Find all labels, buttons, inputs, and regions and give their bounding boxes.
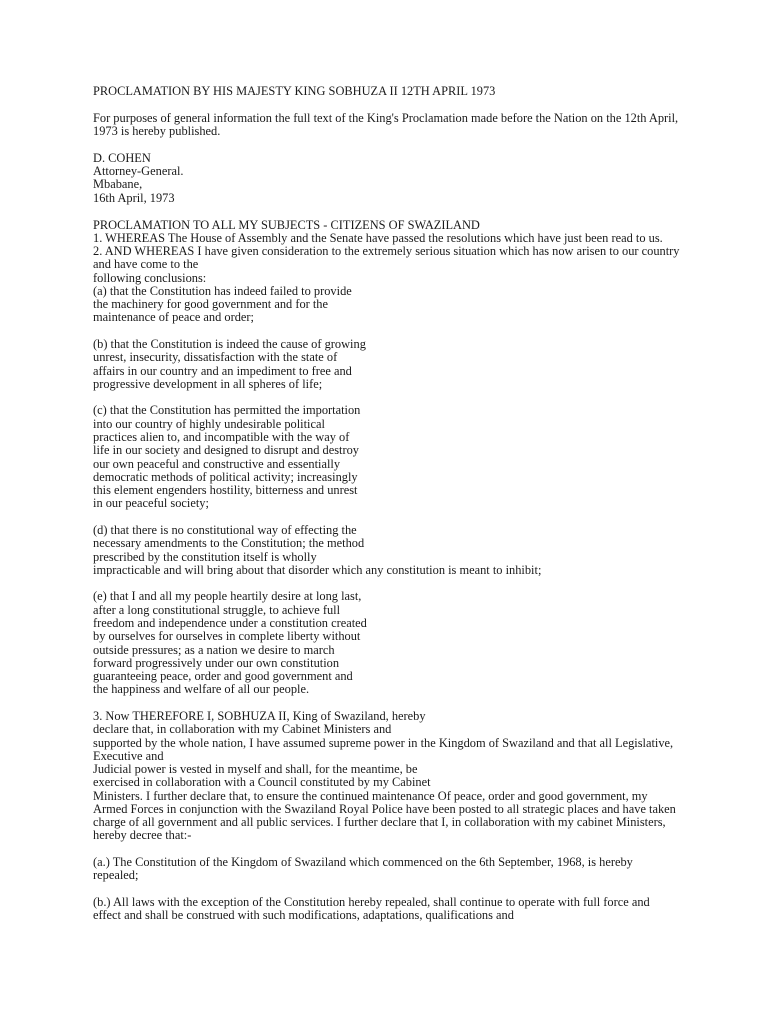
conclusion-a: (a) that the Constitution has indeed failed to provide: [93, 284, 352, 298]
conclusion-e: after a long constitutional struggle, to achieve full: [93, 603, 341, 617]
decree-b: effect and shall be construed with such modifications, adaptations, qualifications and: [93, 908, 514, 922]
conclusion-d: prescribed by the constitution itself is wholly: [93, 550, 317, 564]
clause-2: following conclusions:: [93, 271, 207, 285]
decree-a: (a.) The Constitution of the Kingdom of Swaziland which commenced on the 6th September, 1968, is hereby: [93, 855, 633, 869]
signatory-place: Mbabane,: [93, 177, 143, 191]
conclusion-c: into our country of highly undesirable political: [93, 417, 325, 431]
clause-3: hereby decree that:-: [93, 828, 192, 842]
signatory-title: Attorney-General.: [93, 164, 184, 178]
conclusion-c: practices alien to, and incompatible with the way of: [93, 430, 350, 444]
conclusion-b: affairs in our country and an impediment to free and: [93, 364, 352, 378]
clause-2: 2. AND WHEREAS I have given consideration to the extremely serious situation which has now arisen to our country: [93, 244, 680, 258]
conclusion-e: by ourselves for ourselves in complete liberty without: [93, 629, 361, 643]
conclusion-b: unrest, insecurity, dissatisfaction with the state of: [93, 350, 338, 364]
intro-line: For purposes of general information the full text of the King's Proclamation made before the Nation on the 12th April,: [93, 111, 679, 125]
conclusion-e: (e) that I and all my people heartily desire at long last,: [93, 589, 362, 603]
conclusion-b: progressive development in all spheres of life;: [93, 377, 323, 391]
proclamation-heading: PROCLAMATION TO ALL MY SUBJECTS - CITIZENS OF SWAZILAND: [93, 218, 480, 232]
conclusion-b: (b) that the Constitution is indeed the cause of growing: [93, 337, 366, 351]
conclusion-e: freedom and independence under a constitution created: [93, 616, 367, 630]
clause-3: charge of all government and all public services. I further declare that I, in collaboration with my cabinet Ministers,: [93, 815, 666, 829]
clause-3: exercised in collaboration with a Council constituted by my Cabinet: [93, 775, 431, 789]
signatory-name: D. COHEN: [93, 151, 151, 165]
clause-1: 1. WHEREAS The House of Assembly and the Senate have passed the resolutions which have just been read to us.: [93, 231, 663, 245]
conclusion-a: the machinery for good government and for the: [93, 297, 328, 311]
clause-3: supported by the whole nation, I have assumed supreme power in the Kingdom of Swaziland and that all Legislative,: [93, 736, 674, 750]
doc-title: PROCLAMATION BY HIS MAJESTY KING SOBHUZA II 12TH APRIL 1973: [93, 84, 496, 98]
conclusion-a: maintenance of peace and order;: [93, 310, 254, 324]
conclusion-d: necessary amendments to the Constitution; the method: [93, 536, 365, 550]
conclusion-e: guaranteeing peace, order and good government and: [93, 669, 353, 683]
decree-a: repealed;: [93, 868, 139, 882]
clause-3: Judicial power is vested in myself and shall, for the meantime, be: [93, 762, 418, 776]
clause-3: Ministers. I further declare that, to ensure the continued maintenance Of peace, order and good government, my: [93, 789, 648, 803]
decree-b: (b.) All laws with the exception of the Constitution hereby repealed, shall continue to operate with full force and: [93, 895, 650, 909]
conclusion-e: the happiness and welfare of all our people.: [93, 682, 310, 696]
conclusion-c: our own peaceful and constructive and essentially: [93, 457, 341, 471]
conclusion-c: in our peaceful society;: [93, 496, 209, 510]
intro-line: 1973 is hereby published.: [93, 124, 221, 138]
conclusion-e: forward progressively under our own constitution: [93, 656, 340, 670]
conclusion-d: impracticable and will bring about that disorder which any constitution is meant to inhibit;: [93, 563, 542, 577]
conclusion-c: this element engenders hostility, bitterness and unrest: [93, 483, 358, 497]
clause-2: and have come to the: [93, 257, 199, 271]
conclusion-c: democratic methods of political activity; increasingly: [93, 470, 358, 484]
conclusion-d: (d) that there is no constitutional way of effecting the: [93, 523, 357, 537]
clause-3: Executive and: [93, 749, 164, 763]
signatory-date: 16th April, 1973: [93, 191, 175, 205]
clause-3: declare that, in collaboration with my Cabinet Ministers and: [93, 722, 392, 736]
conclusion-c: (c) that the Constitution has permitted the importation: [93, 403, 361, 417]
clause-3: Armed Forces in conjunction with the Swaziland Royal Police have been posted to all strategic places and have taken: [93, 802, 676, 816]
conclusion-e: outside pressures; as a nation we desire to march: [93, 643, 335, 657]
clause-3: 3. Now THEREFORE I, SOBHUZA II, King of Swaziland, hereby: [93, 709, 426, 723]
conclusion-c: life in our society and designed to disrupt and destroy: [93, 443, 359, 457]
